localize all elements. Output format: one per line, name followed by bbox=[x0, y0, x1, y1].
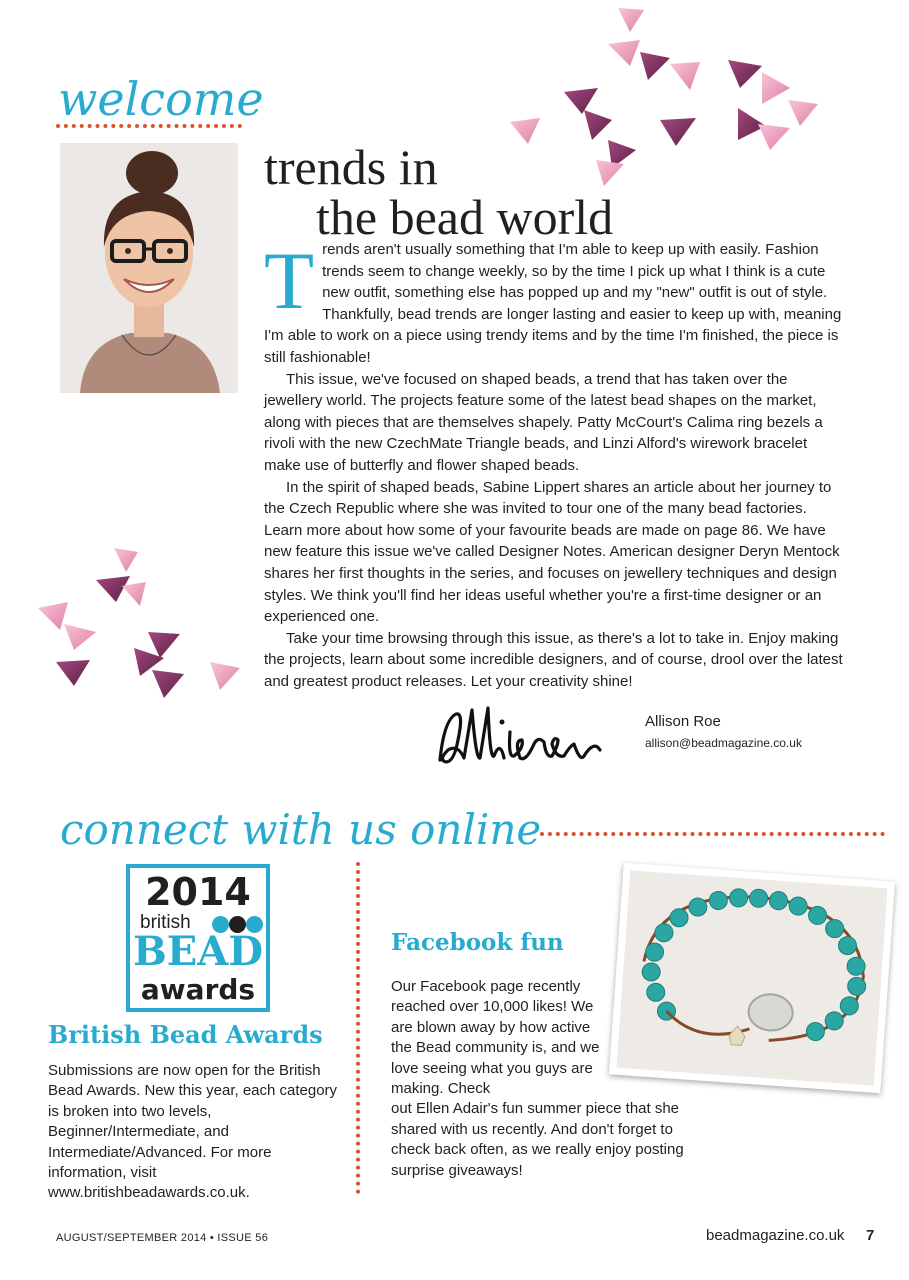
article-title-line2: the bead world bbox=[316, 189, 614, 245]
facebook-heading: Facebook fun bbox=[391, 929, 564, 956]
bba-body: Submissions are now open for the British Bead Awards. New this year, each category is broken into two levels, Beginner/Intermediate, and Intermediate/Advanced. For more information, visit www.britishbeadawards.co.uk. bbox=[48, 1062, 338, 1202]
editor-photo bbox=[60, 143, 238, 393]
welcome-dotted-rule bbox=[56, 124, 242, 128]
editor-letter-body bbox=[264, 235, 844, 692]
logo-year: 2014 bbox=[145, 870, 251, 914]
triangle-beads-left-decoration bbox=[34, 540, 264, 710]
bba-heading: British Bead Awards bbox=[48, 1020, 323, 1049]
british-bead-awards-logo bbox=[126, 864, 270, 1012]
footer-issue: AUGUST/SEPTEMBER 2014 • ISSUE 56 bbox=[56, 1232, 269, 1244]
connect-dotted-rule bbox=[540, 832, 885, 836]
paragraph-3: In the spirit of shaped beads, Sabine Lippert shares an article about her journey to the Czech Republic where she was invited to tour one of the many bead factories. Learn more about how some of your favourite beads are made on page 86. We have new feature this issue we've called Designer Notes. American designer Deryn Mentock shares her first thoughts in the series, and focuses on jewellery techniques and design styles. We think you'll find her ideas useful whether you're a first-time designer or an experienced one. bbox=[264, 478, 840, 626]
logo-british: british bbox=[140, 912, 191, 933]
article-title-line1: trends in bbox=[264, 139, 438, 195]
logo-awards: awards bbox=[140, 973, 256, 1006]
connect-heading: connect with us online bbox=[60, 805, 542, 854]
logo-bead: BEAD bbox=[132, 928, 264, 975]
handwritten-signature bbox=[434, 700, 604, 775]
paragraph-1 bbox=[264, 235, 844, 369]
footer-site[interactable]: beadmagazine.co.uk bbox=[706, 1227, 845, 1244]
bracelet-photo bbox=[609, 863, 895, 1093]
column-dotted-divider bbox=[356, 862, 360, 1194]
paragraph-1-text: rends aren't usually something that I'm able to keep up with easily. Fashion trends seem to change weekly, so by the time I pick up what I think is a cute new outfit, something else has popped up and my "new" outfit is out of style. Thankfully, bead trends are longer lasting and easier to keep up with, meaning I'm able to work on a piece using trendy items and by the time I'm finished, the piece is still fashionable! bbox=[264, 241, 842, 366]
author-name: Allison Roe bbox=[645, 713, 721, 730]
facebook-body-narrow: Our Facebook page recently reached over 10,000 likes! We are blown away by how active the Bead community is, and we love seeing what you guys are making. Check bbox=[391, 978, 600, 1098]
paragraph-2: This issue, we've focused on shaped beads, a trend that has taken over the jewellery world. The projects feature some of the latest bead shapes on the market, along with pieces that are themselves shapely. Patty McCourt's Calima ring bezels a rivoli with the new CzechMate Triangle beads, and Linzi Alford's wirework bracelet make use of butterfly and flower shaped beads. bbox=[264, 370, 823, 474]
welcome-heading: welcome bbox=[58, 72, 264, 126]
paragraph-4: Take your time browsing through this issue, as there's a lot to take in. Enjoy making the projects, learn about some incredible designers, and of course, drool over the latest and greatest product releases. Let your creativity shine! bbox=[264, 629, 843, 690]
facebook-body-wide: out Ellen Adair's fun summer piece that she shared with us recently. And don't forget to check back often, as we really enjoy posting surprise giveaways! bbox=[391, 1100, 684, 1179]
article-title bbox=[264, 139, 614, 245]
page-number: 7 bbox=[866, 1227, 875, 1244]
drop-cap: T bbox=[264, 235, 315, 326]
author-email[interactable]: allison@beadmagazine.co.uk bbox=[645, 736, 802, 750]
